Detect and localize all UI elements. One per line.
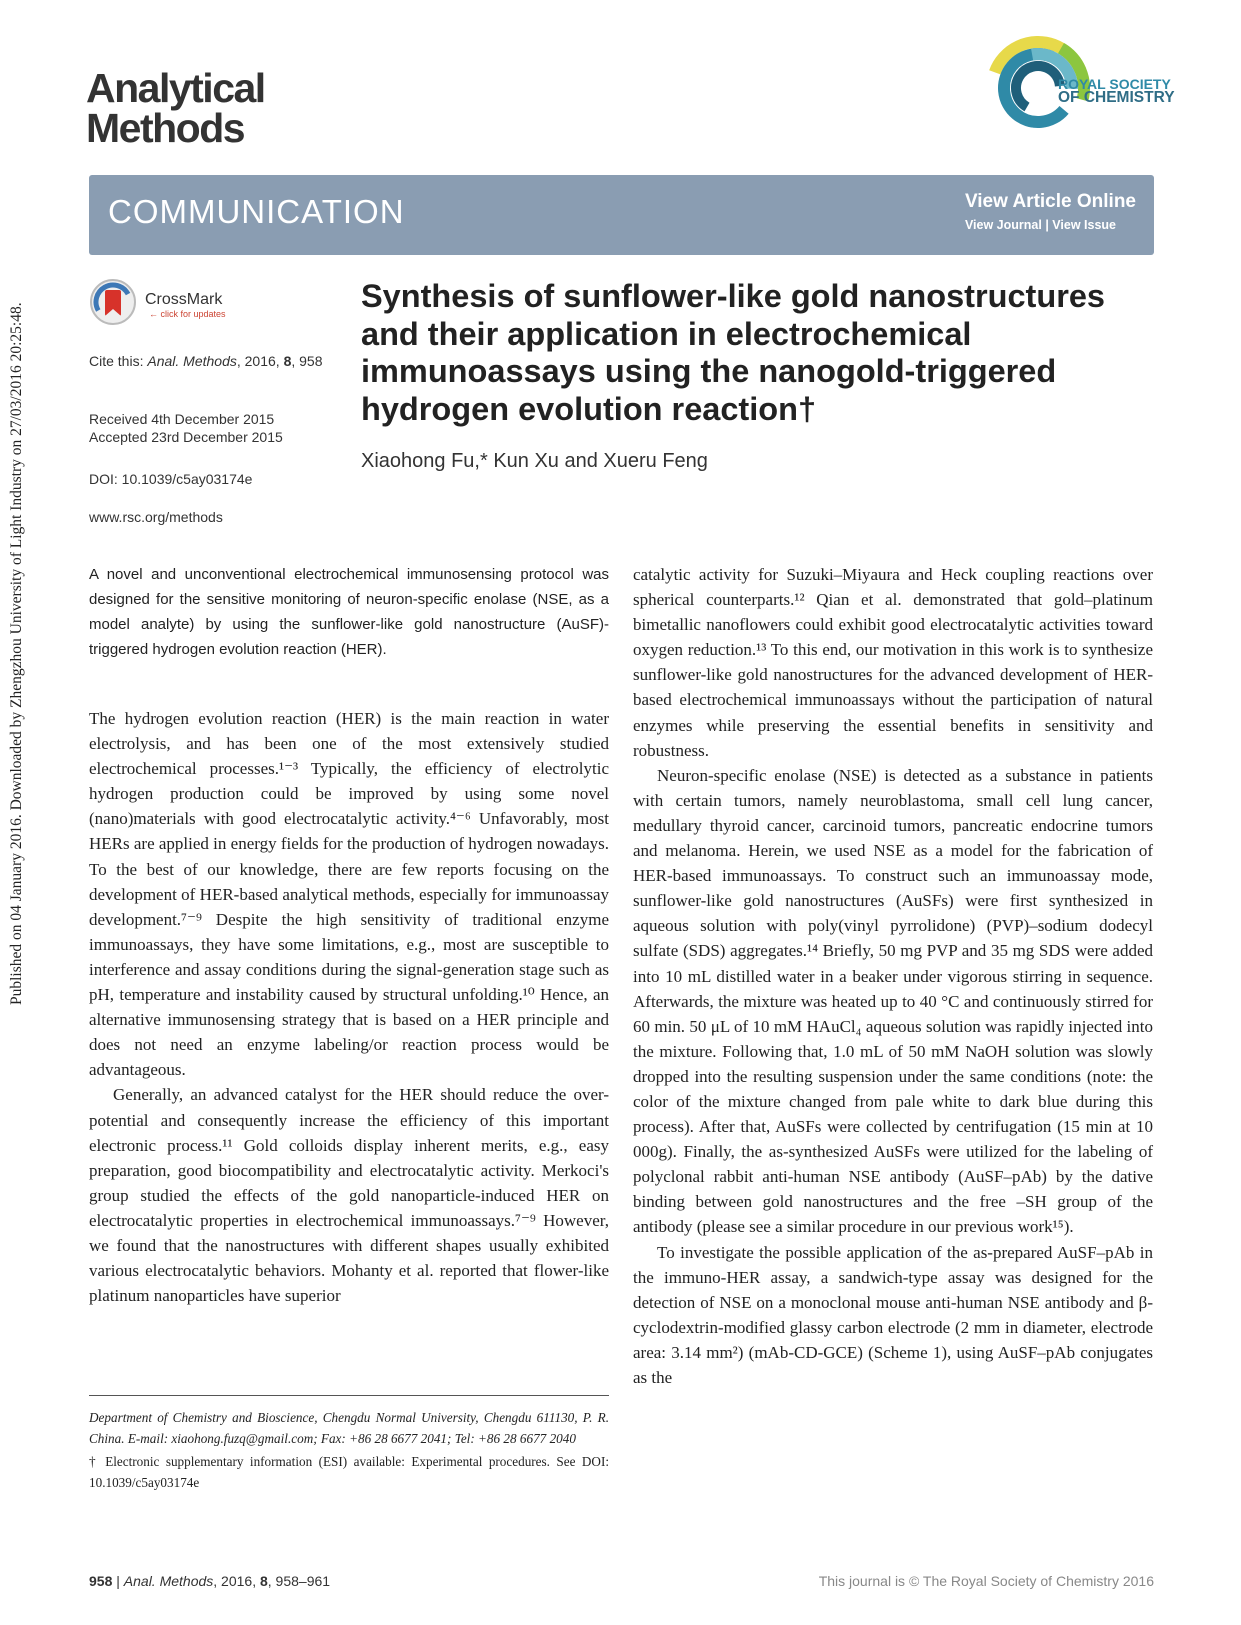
view-journal-link[interactable]: View Journal: [964, 218, 1042, 232]
body-column-right: [633, 562, 1153, 1390]
journal-logo[interactable]: [86, 65, 265, 151]
esi-footnote: † Electronic supplementary information (ESI) available: Experimental procedures. See DOI: 10.1039/c5ay03174e: [89, 1454, 609, 1490]
dates: [89, 410, 283, 446]
footnote-divider: [89, 1395, 609, 1396]
crossmark-label: CrossMark: [145, 291, 223, 308]
crossmark-sub: ← click for updates: [149, 309, 226, 319]
citation: Cite this: Anal. Methods, 2016, 8, 958: [89, 353, 323, 369]
crossmark-icon: [89, 278, 137, 326]
affiliation-footnote: Department of Chemistry and Bioscience, Chengdu Normal University, Chengdu 611130, P. R. China. E-mail: xiaohong.fuzq@gmail.com; Fax: +86 28 6677 2041; Tel: +86 28 6677 2040: [89, 1410, 609, 1446]
body-paragraph: To investigate the possible application of the as-prepared AuSF–pAb in the immuno-HER assay, a sandwich-type assay was designed for the detection of NSE on a monoclonal mouse anti-human NSE antibody and β-cyclodextrin-modified glassy carbon electrode (2 mm in diameter, electrode area: 3.14 mm²) (mAb-CD-GCE) (Scheme 1), using AuSF–pAb conjugates as the: [633, 1242, 1153, 1387]
article-links: [965, 191, 1136, 232]
body-paragraph: Generally, an advanced catalyst for the HER should reduce the over-potential and consequently increase the efficiency of this important electronic process.¹¹ Gold colloids display inherent merits, e.g., easy preparation, good biocompatibility and electrocatalytic activity. Merkoci's group studied the effects of the gold nanoparticle-induced HER on electrocatalytic properties in electrochemical immunoassays.⁷⁻⁹ However, we found that the nanostructures with different shapes usually exhibited various electrocatalytic behaviors. Mohanty et al. reported that flower-like platinum nanoparticles have superior: [89, 1085, 609, 1306]
page-footer-citation: 958 | Anal. Methods, 2016, 8, 958–961: [89, 1573, 331, 1589]
rsc-wordmark: [1058, 77, 1175, 105]
doi[interactable]: DOI: 10.1039/c5ay03174e: [89, 471, 253, 487]
rsc-line2: OF CHEMISTRY: [1058, 89, 1175, 106]
view-issue-link[interactable]: View Issue: [1052, 218, 1116, 232]
article-type: COMMUNICATION: [108, 193, 405, 230]
body-column-left: [89, 706, 609, 1308]
body-paragraph: catalytic activity for Suzuki–Miyaura and Heck coupling reactions over spherical counterparts.¹² Qian et al. demonstrated that gold–platinum bimetallic nanoflowers could exhibit good electrocatalytic activities toward oxygen reduction.¹³ To this end, our motivation in this work is to synthesize sunflower-like gold nanostructures for the advanced development of HER-based electrochemical immunoassays without the participation of natural enzymes while preserving the essential benefits in sensitivity and robustness.: [633, 565, 1153, 760]
article-title: Synthesis of sunflower-like gold nanostructures and their application in electrochemical immunoassays using the nanogold-triggered hydrogen evolution reaction†: [361, 278, 1106, 427]
article-type-banner: [89, 175, 1154, 255]
accepted-date: Accepted 23rd December 2015: [89, 429, 283, 445]
rsc-line1: ROYAL SOCIETY: [1058, 76, 1171, 92]
footnotes: [89, 1407, 609, 1495]
copyright-notice: This journal is © The Royal Society of Chemistry 2016: [818, 1573, 1154, 1589]
journal-name-line2: Methods: [86, 105, 245, 151]
view-article-online-link[interactable]: View Article Online: [964, 191, 1136, 212]
crossmark-badge[interactable]: [89, 278, 319, 328]
journal-url[interactable]: www.rsc.org/methods: [89, 509, 223, 525]
body-paragraph: The hydrogen evolution reaction (HER) is the main reaction in water electrolysis, and has been one of the most extensively studied electrochemical processes.¹⁻³ Typically, the efficiency of electrolytic hydrogen production could be improved by using some novel (nano)materials with good electrocatalytic activity.⁴⁻⁶ Unfavorably, most HERs are applied in energy fields for the production of hydrogen nowadays. To the best of our knowledge, there are few reports focusing on the development of HER-based analytical methods, especially for immunoassay development.⁷⁻⁹ Despite the high sensitivity of traditional enzyme immunoassays, they have some limitations, e.g., most are susceptible to interference and assay conditions during the signal-generation stage such as pH, temperature and instability caused by structural unfolding.¹⁰ Hence, an alternative immunosensing strategy that is based on a HER principle and does not need an enzyme labeling/or reaction process would be advantageous.: [89, 709, 609, 1080]
author-list: Xiaohong Fu,* Kun Xu and Xueru Feng: [361, 450, 708, 472]
abstract: A novel and unconventional electrochemical immunosensing protocol was designed for the sensitive monitoring of neuron-specific enolase (NSE, as a model analyte) by using the sunflower-like gold nanostructure (AuSF)-triggered hydrogen evolution reaction (HER).: [89, 566, 609, 658]
body-paragraph: Neuron-specific enolase (NSE) is detected as a substance in patients with certain tumors, namely neuroblastoma, small cell lung cancer, medullary thyroid cancer, carcinoid tumors, pancreatic endocrine tumors and melanoma. Herein, we used NSE as a model for the fabrication of HER-based immunoassays. To construct such an immunoassay mode, sunflower-like gold nanostructures (AuSFs) were first synthesized in aqueous solution with poly(vinyl pyrrolidone) (PVP)–sodium dodecyl sulfate (SDS) aggregates.¹⁴ Briefly, 50 mg PVP and 35 mg SDS were added into 10 mL distilled water in a beaker under vigorous stirring in sequence. Afterwards, the mixture was heated up to 40 °C and continuously stirred for 60 min. 50 μL of 10 mM HAuCl₄ aqueous solution was rapidly injected into the mixture. Following that, 1.0 mL of 50 mM NaOH solution was slowly dropped into the resulting suspension under the same conditions (note: the color of the mixture changed from pale white to dark blue during this process). After that, AuSFs were collected by centrifugation (15 min at 10 000g). Finally, the as-synthesized AuSFs were utilized for the labeling of polyclonal rabbit anti-human NSE antibody (AuSF–pAb) by the dative binding between gold nanostructures and the free –SH group of the antibody (please see a similar procedure in our previous work¹⁵).: [633, 765, 1153, 1237]
journal-name-line1: Analytical: [86, 65, 265, 111]
received-date: Received 4th December 2015: [89, 411, 275, 427]
publication-side-note: Published on 04 January 2016. Downloaded by Zhengzhou University of Light Industry on 27/03/2016 20:25:48.: [8, 302, 25, 1005]
link-separator: |: [1045, 218, 1049, 232]
